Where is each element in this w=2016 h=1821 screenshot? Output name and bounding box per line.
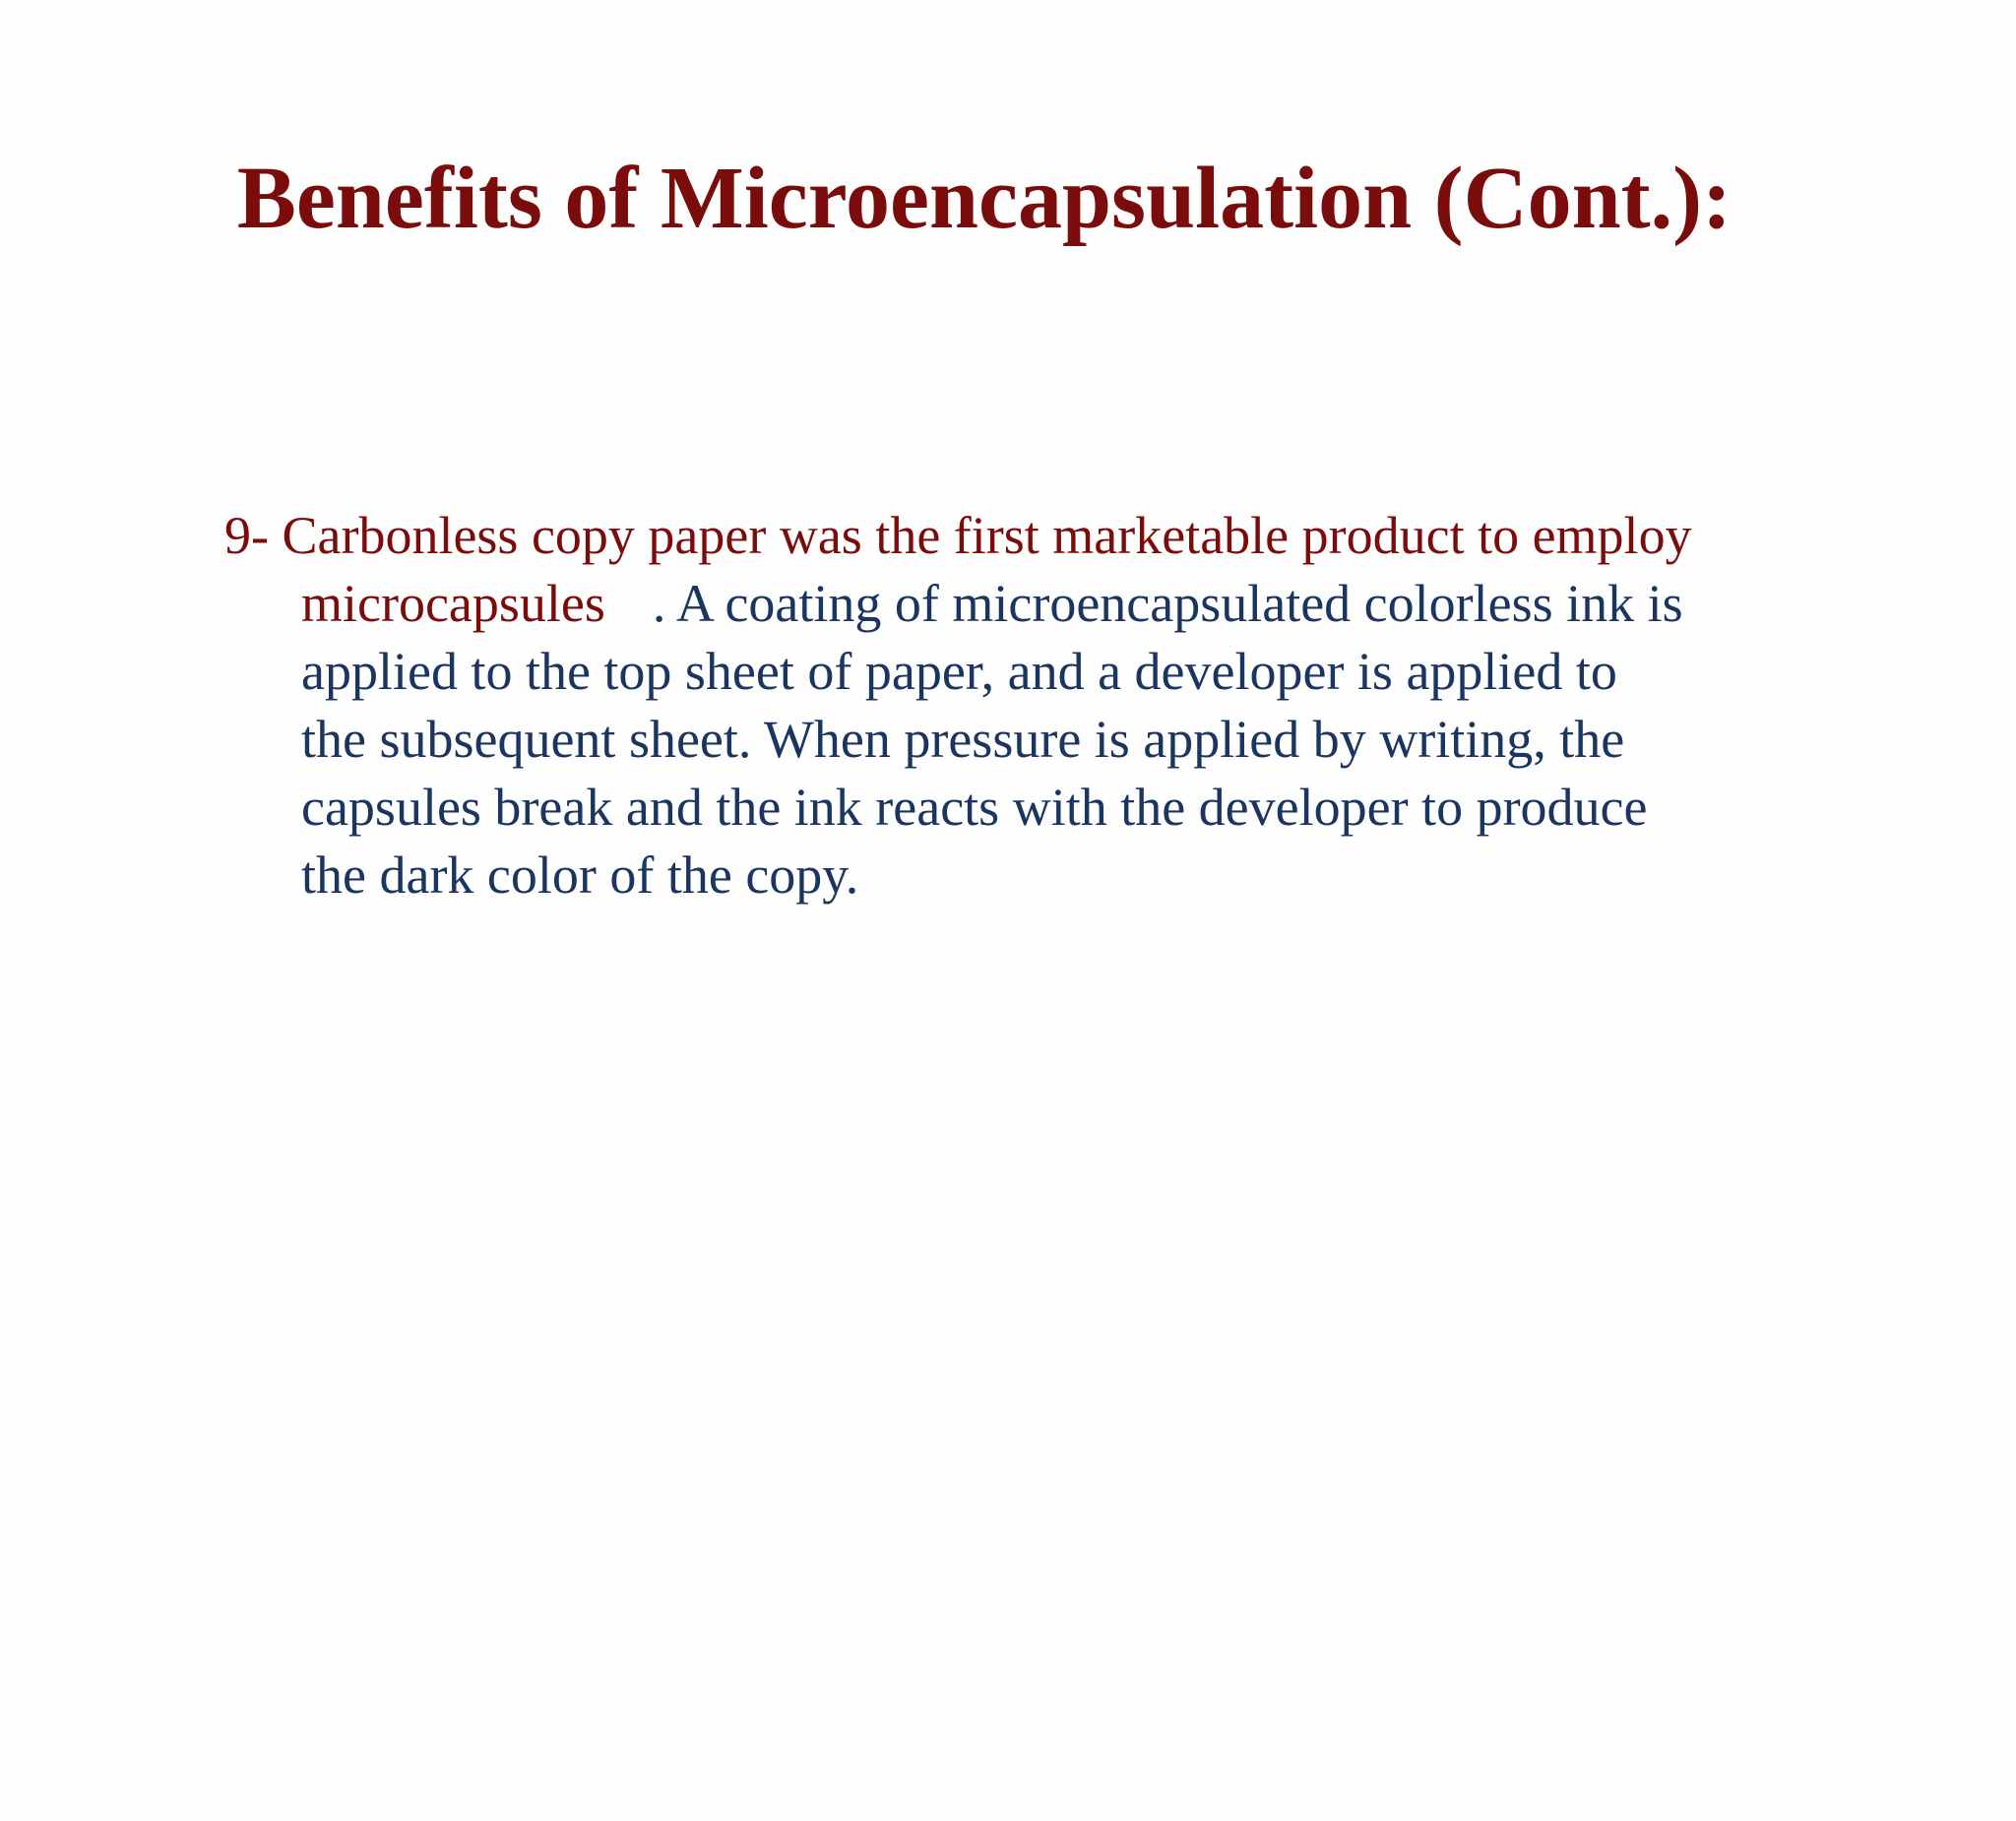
keyword-microcapsules: microcapsules xyxy=(301,574,605,633)
point-9-keyword-line xyxy=(224,570,1819,638)
point-9-lead-line: 9- Carbonless copy paper was the first marketable product to employ xyxy=(224,506,1692,565)
slide-title: Benefits of Microencapsulation (Cont.): xyxy=(236,150,1732,247)
bullet-point-9 xyxy=(224,502,1819,910)
point-9-line-5: capsules break and the ink reacts with the developer to produce xyxy=(301,778,1648,837)
point-9-line-6: the dark color of the copy. xyxy=(301,846,859,905)
keyword-rest: . A coating of microencapsulated colorless ink is xyxy=(652,574,1683,633)
point-9-line-4: the subsequent sheet. When pressure is applied by writing, the xyxy=(301,710,1625,769)
point-9-line-3: applied to the top sheet of paper, and a developer is applied to xyxy=(301,642,1617,701)
